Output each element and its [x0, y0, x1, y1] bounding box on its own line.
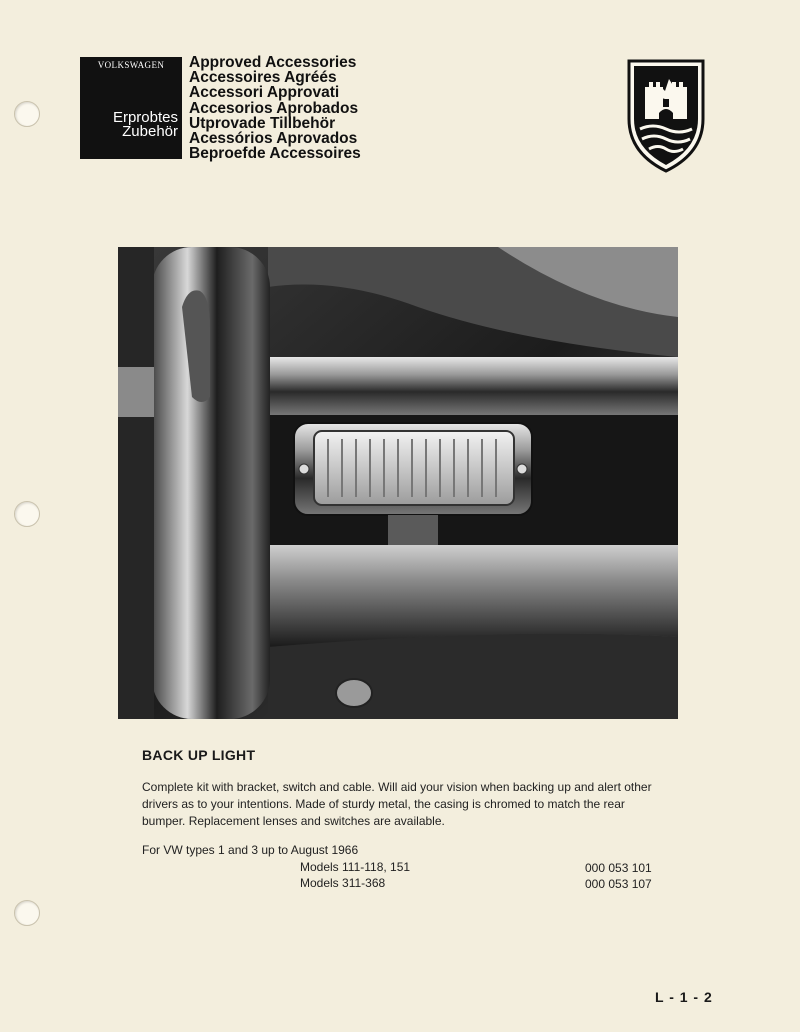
product-photo — [118, 247, 678, 719]
model-label: Models 311-368 — [300, 876, 386, 890]
back-up-light-photo — [118, 247, 678, 719]
heading-portuguese: Acessórios Aprovados — [189, 130, 358, 148]
part-number: 000 053 101 — [585, 861, 652, 875]
page-number: L - 1 - 2 — [655, 989, 713, 1005]
binder-hole-bottom — [14, 900, 40, 926]
brand-logo-box — [80, 57, 182, 159]
multilingual-heading — [189, 55, 361, 161]
binder-hole-middle — [14, 501, 40, 527]
brand-title-line-2: Zubehör — [122, 123, 178, 140]
heading-spanish: Accesorios Aprobados — [189, 99, 359, 117]
product-description: Complete kit with bracket, switch and cable. Will aid your vision when backing up and alert other drivers as to your intentions. Made of sturdy metal, the casing is chromed to match the rear bumper. Replacement lenses and switches are available. — [142, 780, 652, 828]
wolfsburg-crest-icon — [625, 57, 707, 175]
heading-english: Approved Accessories — [189, 54, 357, 71]
heading-italian: Accessori Approvati — [189, 84, 340, 102]
part-number: 000 053 107 — [585, 877, 652, 891]
brand-title — [113, 111, 178, 139]
heading-dutch: Beproefde Accessoires — [189, 145, 361, 163]
product-title: BACK UP LIGHT — [142, 747, 256, 763]
heading-french: Accessoires Agréés — [189, 69, 337, 87]
model-label: Models 111-118, 151 — [300, 860, 411, 874]
vehicle-applicability: For VW types 1 and 3 up to August 1966 — [142, 843, 359, 857]
binder-hole-top — [14, 101, 40, 127]
brand-wordmark: VOLKSWAGEN — [97, 60, 165, 70]
brand-title-line-1: Erprobtes — [112, 109, 178, 126]
heading-swedish: Utprovade Tillbehör — [189, 114, 336, 132]
